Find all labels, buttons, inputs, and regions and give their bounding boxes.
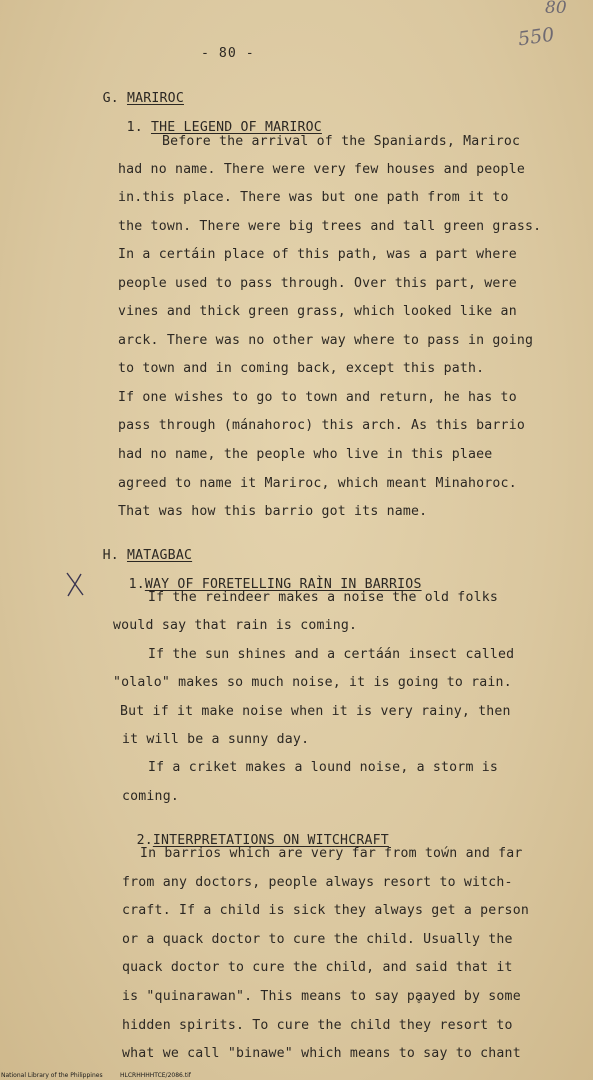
h1-line-3: If the sun shines and a certáán insect called xyxy=(148,647,515,662)
h1-line-8: coming. xyxy=(122,789,179,804)
h1-line-4: "olalo" makes so much noise, it is going to rain. xyxy=(113,675,512,690)
g-line-2: had no name. There were very few houses and people xyxy=(118,162,525,177)
section-h-letter: H. xyxy=(102,548,119,563)
h1-line-2: would say that rain is coming. xyxy=(113,618,358,633)
section-g-sub-number: 1. xyxy=(126,120,143,135)
handwritten-page-number: 80 xyxy=(545,0,567,18)
h2-line-4: or a quack doctor to cure the child. Usually the xyxy=(122,932,513,947)
h2-line-8: what we call "binawe" which means to say to chant xyxy=(122,1046,521,1061)
h1-line-6: it will be a sunny day. xyxy=(122,732,310,747)
section-h-sub2-number: 2. xyxy=(136,833,153,848)
handwritten-x-mark xyxy=(64,570,86,598)
h2-line-6: is "quinarawan". This means to say pḁayed by some xyxy=(122,989,521,1004)
h1-line-7: If a criket makes a lound noise, a storm is xyxy=(148,760,499,775)
section-g-title: MARIROC xyxy=(126,91,184,106)
section-h-sub1-number: 1. xyxy=(128,577,145,592)
section-g-sub-title: THE LEGEND OF MARIROC xyxy=(150,120,322,135)
h2-line-5: quack doctor to cure the child, and said that it xyxy=(122,960,513,975)
h2-line-7: hidden spirits. To cure the child they resort to xyxy=(122,1018,513,1033)
section-h-title: MATAGBAC xyxy=(126,548,193,563)
h2-line-2: from any doctors, people always resort to witch- xyxy=(122,875,513,890)
g-line-6: people used to pass through. Over this part, were xyxy=(118,276,517,291)
h2-line-3: craft. If a child is sick they always get a person xyxy=(122,903,529,918)
g-line-11: pass through (mánahoroc) this arch. As this barrio xyxy=(118,418,525,433)
g-line-5: In a certáin place of this path, was a part where xyxy=(118,247,517,262)
footer-library-credit: National Library of the Philippines xyxy=(1,1072,103,1079)
g-line-8: arck. There was no other way where to pass in going xyxy=(118,333,534,348)
section-h-sub1-title: WAY OF FORETELLING RAÌN IN BARRIOS xyxy=(144,577,422,592)
g-line-9: to town and in coming back, except this path. xyxy=(118,361,485,376)
footer-file-name: HLCRHHHHTCE/2086.tif xyxy=(120,1072,191,1079)
g-line-3: in.this place. There was but one path from it to xyxy=(118,190,509,205)
page-number: - 80 - xyxy=(201,46,255,61)
g-line-10: If one wishes to go to town and return, he has to xyxy=(118,390,517,405)
handwritten-archive-number: 550 xyxy=(516,23,556,51)
g-line-13: agreed to name it Mariroc, which meant Minahoroc. xyxy=(118,476,517,491)
h1-line-5: But if it make noise when it is very rainy, then xyxy=(120,704,511,719)
section-h-sub2-title: INTERPRETATIONS ON WITCHCRAFT xyxy=(152,833,389,848)
h1-line-1: If the reindeer makes a noise the old folks xyxy=(148,590,499,605)
g-line-4: the town. There were big trees and tall green grass. xyxy=(118,219,542,234)
g-line-14: That was how this barrio got its name. xyxy=(118,504,428,519)
g-line-7: vines and thick green grass, which looked like an xyxy=(118,304,517,319)
g-line-1: Before the arrival of the Spaniards, Mariroc xyxy=(162,134,521,149)
section-g-letter: G. xyxy=(102,91,119,106)
h2-line-1: In barrios which are very far from toẃn and far xyxy=(140,846,523,861)
g-line-12: had no name, the people who live in this plaee xyxy=(118,447,493,462)
